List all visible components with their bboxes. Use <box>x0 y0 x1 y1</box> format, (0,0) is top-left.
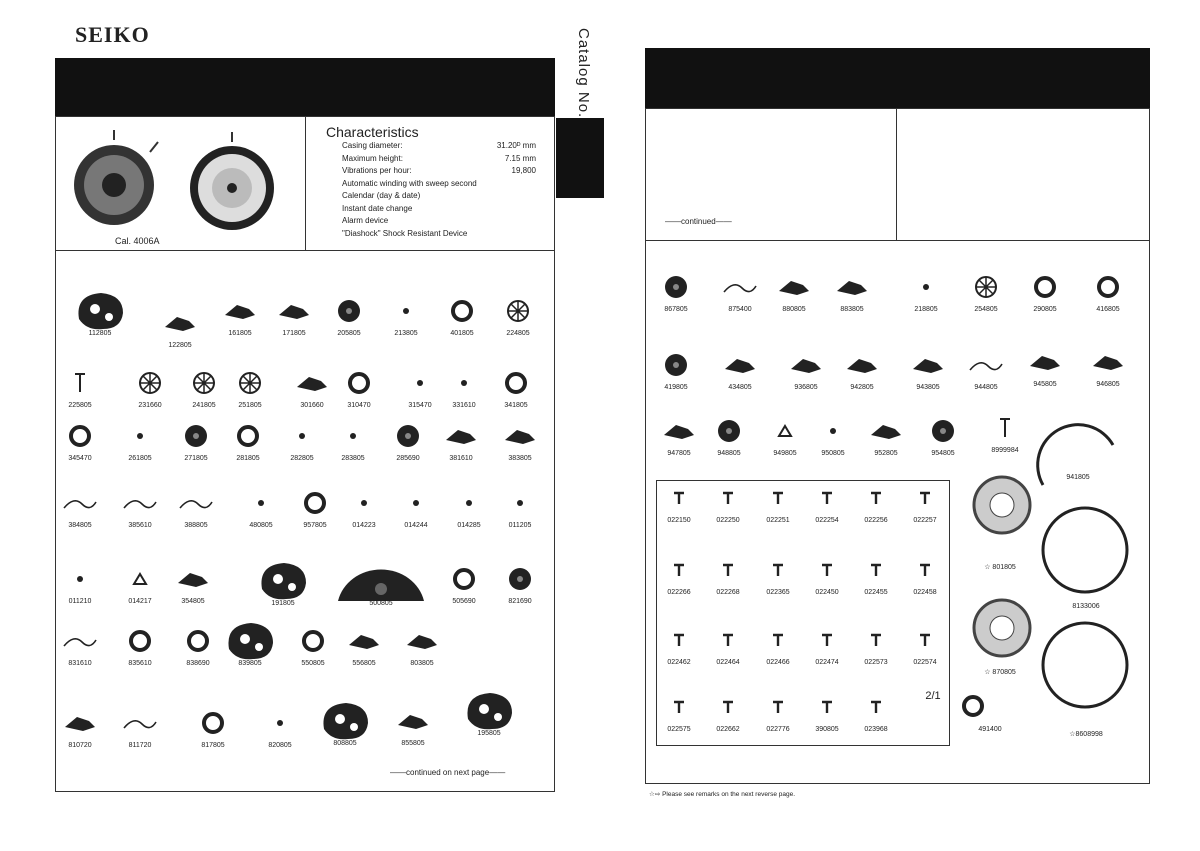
part-number: 331610 <box>452 402 476 409</box>
part-number: 011210 <box>68 598 92 605</box>
part-icon <box>977 413 1033 443</box>
part-number: 949805 <box>773 450 797 457</box>
divider <box>55 250 555 251</box>
part-number: 944805 <box>974 384 998 391</box>
part-number: 803805 <box>410 660 434 667</box>
part-number: ☆8608998 <box>1069 731 1103 738</box>
continued-next-page: ——continued on next page—— <box>390 768 506 777</box>
part-icon <box>848 483 904 513</box>
part-number: 014217 <box>128 598 152 605</box>
catalog-tab <box>556 118 604 198</box>
part-number: 022254 <box>815 517 839 524</box>
part-number: 191805 <box>271 600 295 607</box>
part-icon <box>112 488 168 518</box>
part-number: 381610 <box>449 455 473 462</box>
part-icon <box>441 488 497 518</box>
part-number: 231660 <box>138 402 162 409</box>
part-icon <box>958 272 1014 302</box>
part-number: 022466 <box>766 659 790 666</box>
part-number: 383805 <box>508 455 532 462</box>
part-number: 218805 <box>914 306 938 313</box>
continued-label: ——continued—— <box>665 217 732 226</box>
fraction-mark: 2/1 <box>925 690 941 702</box>
part-icon <box>898 272 954 302</box>
part-number: 285690 <box>396 455 420 462</box>
part-icon <box>233 488 289 518</box>
part-number: 022575 <box>667 726 691 733</box>
part-number: 022458 <box>913 589 937 596</box>
part-number: 354805 <box>181 598 205 605</box>
part-icon <box>492 564 548 594</box>
part-icon <box>436 564 492 594</box>
part-icon <box>799 483 855 513</box>
part-icon <box>651 416 707 446</box>
part-icon <box>353 566 409 596</box>
part-number: 254805 <box>974 306 998 313</box>
part-number: 941805 <box>1066 474 1090 481</box>
part-number: 022251 <box>766 517 790 524</box>
part-icon <box>648 272 704 302</box>
characteristics-title: Characteristics <box>326 124 419 140</box>
part-number: 122805 <box>168 342 192 349</box>
part-number: 950805 <box>821 450 845 457</box>
part-number: 811720 <box>128 742 152 749</box>
part-icon <box>651 692 707 722</box>
part-icon <box>848 555 904 585</box>
part-icon <box>651 625 707 655</box>
part-icon <box>848 692 904 722</box>
part-icon <box>321 296 377 326</box>
movement-image-dial <box>190 130 280 235</box>
part-icon <box>461 696 517 726</box>
part-icon <box>436 368 492 398</box>
part-icon <box>331 368 387 398</box>
part-icon <box>712 272 768 302</box>
part-number: 022266 <box>667 589 691 596</box>
part-icon <box>285 626 341 656</box>
part-number: 943805 <box>916 384 940 391</box>
part-icon <box>897 625 953 655</box>
part-number: 014223 <box>352 522 376 529</box>
part-icon <box>122 368 178 398</box>
part-number: 022455 <box>864 589 888 596</box>
part-icon <box>255 566 311 596</box>
part-icon <box>72 296 128 326</box>
part-number: 491400 <box>978 726 1002 733</box>
part-icon <box>165 564 221 594</box>
part-number: 195805 <box>477 730 501 737</box>
part-number: 401805 <box>450 330 474 337</box>
part-icon <box>152 308 208 338</box>
part-icon <box>112 564 168 594</box>
part-icon <box>897 483 953 513</box>
part-number: 022474 <box>815 659 839 666</box>
part-icon <box>170 626 226 656</box>
part-number: 838690 <box>186 660 210 667</box>
divider <box>645 240 1150 241</box>
part-number: 384805 <box>68 522 92 529</box>
part-icon <box>1080 272 1136 302</box>
part-number: 8133006 <box>1072 603 1100 610</box>
part-number: 022462 <box>667 659 691 666</box>
part-number: 345470 <box>68 455 92 462</box>
part-icon <box>972 475 1032 540</box>
part-icon <box>490 296 546 326</box>
part-icon <box>750 625 806 655</box>
part-icon <box>252 708 308 738</box>
part-number: 225805 <box>68 402 92 409</box>
part-number: 241805 <box>192 402 216 409</box>
part-number: 954805 <box>931 450 955 457</box>
part-icon <box>287 488 343 518</box>
part-number: 022365 <box>766 589 790 596</box>
feature-line: Automatic winding with sweep second <box>342 178 477 188</box>
part-icon <box>52 421 108 451</box>
part-number: 014244 <box>404 522 428 529</box>
part-number: 290805 <box>1033 306 1057 313</box>
part-number: 022574 <box>913 659 937 666</box>
part-number: 880805 <box>782 306 806 313</box>
part-icon <box>220 421 276 451</box>
part-number: 867805 <box>664 306 688 313</box>
part-icon <box>712 350 768 380</box>
part-number: 821690 <box>508 598 532 605</box>
part-number: 022450 <box>815 589 839 596</box>
part-icon <box>972 598 1032 663</box>
divider <box>896 108 897 240</box>
part-number: 224805 <box>506 330 530 337</box>
part-icon <box>1040 505 1130 600</box>
part-number: 817805 <box>201 742 225 749</box>
part-icon <box>488 368 544 398</box>
part-number: 161805 <box>228 330 252 337</box>
part-number: 310470 <box>347 402 371 409</box>
part-icon <box>648 350 704 380</box>
part-icon <box>799 555 855 585</box>
part-number: 271805 <box>184 455 208 462</box>
part-icon <box>915 416 971 446</box>
part-icon <box>858 416 914 446</box>
right-header-band <box>645 48 1150 108</box>
feature-line: Calendar (day & date) <box>342 191 421 200</box>
part-number: 480805 <box>249 522 273 529</box>
part-number: 282805 <box>290 455 314 462</box>
part-icon <box>317 706 373 736</box>
spec-row: Vibrations per hour: 19,800 <box>342 166 536 175</box>
part-number: 388805 <box>184 522 208 529</box>
part-number: 022662 <box>716 726 740 733</box>
part-icon <box>336 626 392 656</box>
part-icon <box>52 368 108 398</box>
part-icon <box>222 368 278 398</box>
part-number: 8999984 <box>991 447 1019 454</box>
part-number: 505690 <box>452 598 476 605</box>
part-number: 022256 <box>864 517 888 524</box>
part-icon <box>394 626 450 656</box>
part-number: 341805 <box>504 402 528 409</box>
part-icon <box>651 483 707 513</box>
part-icon <box>1017 272 1073 302</box>
part-number: 301660 <box>300 402 324 409</box>
part-icon <box>1040 620 1130 715</box>
part-number: 952805 <box>874 450 898 457</box>
part-number: 875400 <box>728 306 752 313</box>
part-number: 205805 <box>337 330 361 337</box>
part-number: 022573 <box>864 659 888 666</box>
part-icon <box>700 555 756 585</box>
part-number: 419805 <box>664 384 688 391</box>
part-icon <box>700 483 756 513</box>
part-number: 011205 <box>508 522 532 529</box>
part-number: 014285 <box>457 522 481 529</box>
part-number: 947805 <box>667 450 691 457</box>
remarks-note: ☆⇨ Please see remarks on the next reverse page. <box>649 791 796 798</box>
part-icon <box>805 416 861 446</box>
part-number: 500805 <box>369 600 393 607</box>
part-icon <box>848 625 904 655</box>
part-icon <box>434 296 490 326</box>
part-number: 023968 <box>864 726 888 733</box>
part-icon <box>750 692 806 722</box>
part-icon <box>897 555 953 585</box>
movement-image-front <box>72 130 162 235</box>
part-number: 942805 <box>850 384 874 391</box>
part-icon <box>701 416 757 446</box>
feature-line: Alarm device <box>342 216 389 225</box>
part-number: 831610 <box>68 660 92 667</box>
part-icon <box>958 350 1014 380</box>
part-number: 022268 <box>716 589 740 596</box>
part-icon <box>651 555 707 585</box>
part-number: 022464 <box>716 659 740 666</box>
divider <box>305 116 306 250</box>
part-icon <box>700 692 756 722</box>
part-icon <box>1080 347 1136 377</box>
part-number: 385610 <box>128 522 152 529</box>
part-number: 946805 <box>1096 381 1120 388</box>
part-icon <box>778 350 834 380</box>
part-icon <box>168 421 224 451</box>
part-icon <box>112 421 168 451</box>
part-icon <box>52 708 108 738</box>
part-number: 945805 <box>1033 381 1057 388</box>
part-number: 434805 <box>728 384 752 391</box>
part-number: 550805 <box>301 660 325 667</box>
feature-line: Instant date change <box>342 203 413 213</box>
part-icon <box>834 350 890 380</box>
part-icon <box>750 555 806 585</box>
part-icon <box>52 564 108 594</box>
caliber-label: Cal. 4006A <box>115 236 160 246</box>
part-icon <box>388 488 444 518</box>
part-icon <box>52 626 108 656</box>
part-number: 213805 <box>394 330 418 337</box>
part-icon <box>900 350 956 380</box>
part-number: ☆ 801805 <box>984 564 1016 571</box>
part-number: 835610 <box>128 660 152 667</box>
part-number: 171805 <box>282 330 306 337</box>
part-icon <box>1017 347 1073 377</box>
part-number: 022776 <box>766 726 790 733</box>
part-icon <box>1050 440 1106 470</box>
part-icon <box>385 706 441 736</box>
part-icon <box>274 421 330 451</box>
characteristics-panel <box>326 124 536 240</box>
part-number: 416805 <box>1096 306 1120 313</box>
part-icon <box>336 488 392 518</box>
part-icon <box>799 692 855 722</box>
part-icon <box>380 421 436 451</box>
part-number: 883805 <box>840 306 864 313</box>
part-number: 556805 <box>352 660 376 667</box>
part-icon <box>266 296 322 326</box>
part-number: 315470 <box>408 402 432 409</box>
part-icon <box>378 296 434 326</box>
part-icon <box>112 708 168 738</box>
part-icon <box>433 421 489 451</box>
part-icon <box>492 488 548 518</box>
part-icon <box>750 483 806 513</box>
part-icon <box>212 296 268 326</box>
part-number: 112805 <box>88 330 112 337</box>
part-number: 820805 <box>268 742 292 749</box>
spec-row: Casing diameter: 31.20ᴰ mm <box>342 141 536 150</box>
feature-line: "Diashock" Shock Resistant Device <box>342 228 468 238</box>
part-number: 281805 <box>236 455 260 462</box>
part-number: 957805 <box>303 522 327 529</box>
part-icon <box>112 626 168 656</box>
part-icon <box>185 708 241 738</box>
part-icon <box>824 272 880 302</box>
part-number: 948805 <box>717 450 741 457</box>
left-header-band <box>55 58 555 116</box>
part-number: 855805 <box>401 740 425 747</box>
part-icon <box>799 625 855 655</box>
part-number: 261805 <box>128 455 152 462</box>
part-number: 251805 <box>238 402 262 409</box>
part-icon <box>962 695 984 722</box>
part-number: 022257 <box>913 517 937 524</box>
part-number: 022250 <box>716 517 740 524</box>
part-icon <box>168 488 224 518</box>
part-icon <box>766 272 822 302</box>
part-number: 839805 <box>238 660 262 667</box>
part-number: 283805 <box>341 455 365 462</box>
part-number: 810720 <box>68 742 92 749</box>
part-number: 390805 <box>815 726 839 733</box>
part-number: 022150 <box>667 517 691 524</box>
part-icon <box>492 421 548 451</box>
part-icon <box>52 488 108 518</box>
part-number: 808805 <box>333 740 357 747</box>
spec-row: Maximum height: 7.15 mm <box>342 153 536 163</box>
brand-logo: SEIKO <box>75 22 150 47</box>
part-icon <box>700 625 756 655</box>
part-icon <box>325 421 381 451</box>
part-icon <box>222 626 278 656</box>
part-number: ☆ 870805 <box>984 669 1016 676</box>
catalog-label: Catalog No. <box>575 28 592 119</box>
part-number: 936805 <box>794 384 818 391</box>
